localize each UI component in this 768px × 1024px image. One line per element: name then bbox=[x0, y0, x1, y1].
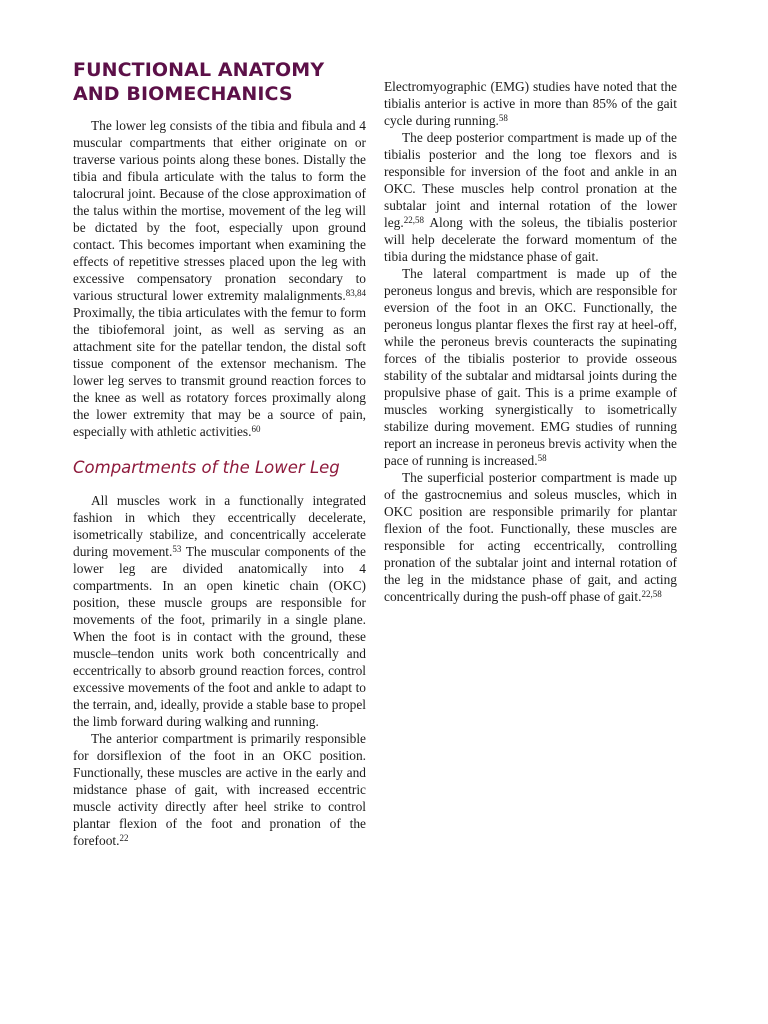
left-column bbox=[73, 58, 366, 849]
subsection-heading: Compartments of the Lower Leg bbox=[73, 458, 340, 477]
paragraph bbox=[384, 469, 677, 605]
citation-superscript: 22,58 bbox=[403, 215, 424, 225]
citation-superscript: 83,84 bbox=[345, 288, 366, 298]
text-run: The deep posterior compartment is made up of the tibialis posterior and the long toe flexors and is responsible for inversion of the foot and ankle in an OKC. These muscles help control pronation at the subtalar joint and internal rotation of the lower leg. bbox=[384, 130, 677, 230]
citation-superscript: 60 bbox=[251, 424, 261, 434]
text-run: Electromyographic (EMG) studies have noted that the tibialis anterior is active in more than 85% of the gait cycle during running. bbox=[384, 79, 677, 128]
text-run: All muscles work in a functionally integrated fashion in which they eccentrically decelerate, isometrically stabilize, and concentrically accelerate during movement. bbox=[73, 493, 366, 559]
text-run: Proximally, the tibia articulates with the femur to form the tibiofemoral joint, as well as serving as an attachment site for the patellar tendon, the distal soft tissue component of the extensor mechanism. The lower leg serves to transmit ground reaction forces to the knee as well as rotatory forces proximally along the lower extremity that may be a source of pain, especially with athletic activities. bbox=[73, 305, 366, 439]
text-run: The muscular components of the lower leg are divided anatomically into 4 compartments. In an open kinetic chain (OKC) position, these muscle groups are responsible for movements of the foot, primarily in a single plane. When the foot is in contact with the ground, these muscle–tendon units work both concentrically and eccentrically to absorb ground reaction forces, control excessive movements of the foot and ankle to adapt to the terrain, and, ideally, provide a stable base to propel the limb forward during walking and running. bbox=[73, 544, 367, 729]
text-run: The superficial posterior compartment is made up of the gastrocnemius and soleus muscles, which in OKC position are responsible primarily for plantar flexion of the foot. Functionally, these muscles are responsible for acting eccentrically, controlling pronation of the subtalar joint and internal rotation of the leg in the midstance phase of gait, and acting concentrically during the push-off phase of gait. bbox=[384, 470, 677, 604]
paragraph bbox=[73, 730, 366, 849]
paragraph bbox=[384, 78, 677, 129]
right-column bbox=[384, 78, 677, 605]
text-run: Along with the soleus, the tibialis posterior will help decelerate the forward momentum of the tibia during the midstance phase of gait. bbox=[384, 215, 677, 264]
text-run: The lateral compartment is made up of the peroneus longus and brevis, which are responsible for eversion of the foot in an OKC. Functionally, the peroneus longus plantar flexes the first ray at heel-off, while the peroneus brevis counteracts the supinating forces of the tibialis posterior to provide osseous stability of the subtalar and midtarsal joints during the propulsive phase of gait. This is a prime example of muscles working synergistically to isometrically stabilize during movement. EMG studies of running report an increase in peroneus brevis activity when the pace of running is increased. bbox=[384, 266, 677, 468]
citation-superscript: 58 bbox=[537, 453, 547, 463]
paragraph bbox=[384, 129, 677, 265]
citation-superscript: 58 bbox=[498, 113, 508, 123]
citation-superscript: 53 bbox=[172, 544, 182, 554]
citation-superscript: 22,58 bbox=[641, 589, 662, 599]
paragraph bbox=[73, 492, 366, 730]
citation-superscript: 22 bbox=[119, 833, 129, 843]
text-run: The anterior compartment is primarily responsible for dorsiflexion of the foot in an OKC position. Functionally, these muscles are active in the early and midstance phase of gait, with increased eccentric muscle activity directly after heel strike to control plantar flexion of the foot and pronation of the forefoot. bbox=[73, 731, 366, 848]
text-run: The lower leg consists of the tibia and fibula and 4 muscular compartments that either originate on or traverse various points along these bones. Distally the tibia and fibula articulate with the talus to form the talocrural joint. Because of the close approximation of the talus within the mortise, movement of the leg will be dictated by the foot, especially upon ground contact. This becomes important when examining the effects of repetitive stresses placed upon the leg with excessive compensatory pronation secondary to various structural lower extremity malalignments. bbox=[73, 118, 366, 303]
paragraph bbox=[73, 117, 366, 440]
paragraph bbox=[384, 265, 677, 469]
section-heading: FUNCTIONAL ANATOMY AND BIOMECHANICS bbox=[73, 59, 325, 105]
